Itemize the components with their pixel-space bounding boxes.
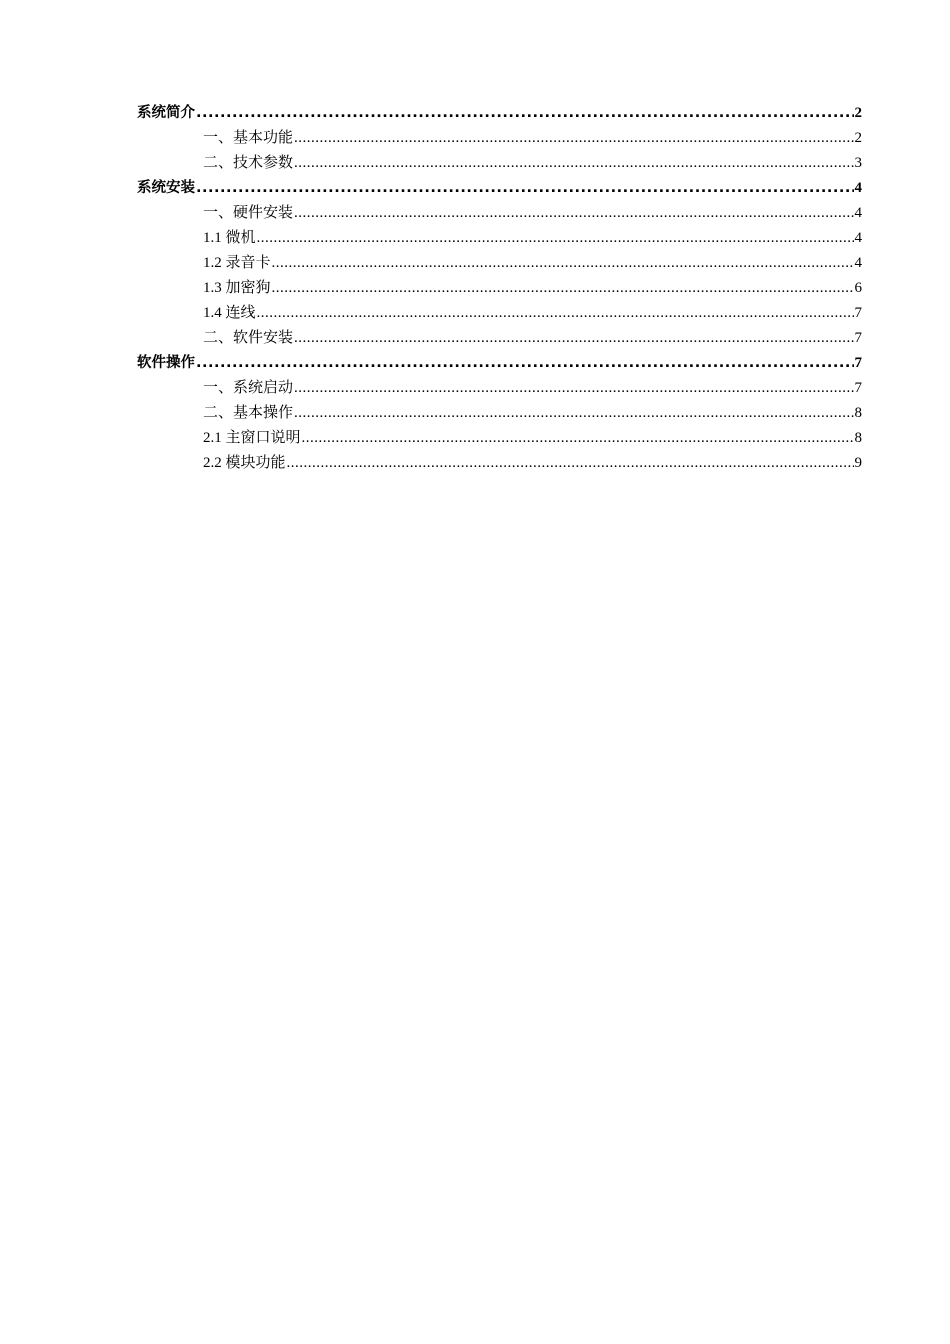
toc-entry-title: 二、基本操作 xyxy=(203,405,294,421)
toc-entry-system-install[interactable] xyxy=(137,176,862,201)
toc-leader-dots xyxy=(196,176,854,201)
toc-leader-dots xyxy=(302,426,854,451)
toc-leader-dots xyxy=(257,226,854,251)
toc-entry-system-startup[interactable] xyxy=(137,376,862,401)
toc-entry-computer[interactable] xyxy=(137,226,862,251)
toc-entry-page: 6 xyxy=(854,280,862,296)
toc-entry-title: 软件操作 xyxy=(137,355,195,371)
toc-leader-dots xyxy=(272,276,854,301)
toc-leader-dots xyxy=(294,201,853,226)
toc-entry-title: 1.3 加密狗 xyxy=(203,280,271,296)
toc-entry-title: 二、技术参数 xyxy=(203,155,294,171)
toc-entry-title: 系统简介 xyxy=(137,105,195,121)
toc-entry-title: 二、软件安装 xyxy=(203,330,294,346)
toc-entry-dongle[interactable] xyxy=(137,276,862,301)
toc-leader-dots xyxy=(294,401,853,426)
toc-entry-page: 4 xyxy=(854,230,862,246)
toc-entry-title: 一、基本功能 xyxy=(203,130,294,146)
toc-entry-title: 2.2 模块功能 xyxy=(203,455,286,471)
toc-leader-dots xyxy=(294,126,853,151)
table-of-contents xyxy=(137,101,862,476)
toc-entry-recording-card[interactable] xyxy=(137,251,862,276)
toc-entry-page: 4 xyxy=(854,180,862,196)
toc-entry-basic-operation[interactable] xyxy=(137,401,862,426)
toc-entry-system-intro[interactable] xyxy=(137,101,862,126)
toc-entry-title: 1.4 连线 xyxy=(203,305,256,321)
toc-leader-dots xyxy=(294,326,853,351)
toc-leader-dots xyxy=(294,376,853,401)
toc-entry-page: 4 xyxy=(854,205,862,221)
toc-entry-page: 8 xyxy=(854,430,862,446)
toc-entry-hardware-install[interactable] xyxy=(137,201,862,226)
toc-entry-page: 7 xyxy=(854,355,862,371)
toc-entry-title: 一、硬件安装 xyxy=(203,205,294,221)
toc-entry-page: 2 xyxy=(854,105,862,121)
toc-entry-software-install[interactable] xyxy=(137,326,862,351)
toc-entry-title: 一、系统启动 xyxy=(203,380,294,396)
toc-entry-title: 1.2 录音卡 xyxy=(203,255,271,271)
toc-leader-dots xyxy=(272,251,854,276)
toc-entry-page: 2 xyxy=(854,130,862,146)
toc-entry-wiring[interactable] xyxy=(137,301,862,326)
toc-entry-page: 9 xyxy=(854,455,862,471)
toc-leader-dots xyxy=(196,351,854,376)
toc-entry-basic-functions[interactable] xyxy=(137,126,862,151)
toc-entry-page: 8 xyxy=(854,405,862,421)
toc-entry-page: 7 xyxy=(854,380,862,396)
toc-entry-title: 1.1 微机 xyxy=(203,230,256,246)
toc-entry-module-functions[interactable] xyxy=(137,451,862,476)
toc-entry-title: 2.1 主窗口说明 xyxy=(203,430,301,446)
toc-entry-page: 7 xyxy=(854,305,862,321)
toc-entry-page: 4 xyxy=(854,255,862,271)
toc-entry-software-operation[interactable] xyxy=(137,351,862,376)
toc-leader-dots xyxy=(294,151,853,176)
toc-entry-page: 3 xyxy=(854,155,862,171)
toc-leader-dots xyxy=(257,301,854,326)
toc-leader-dots xyxy=(196,101,854,126)
toc-leader-dots xyxy=(287,451,854,476)
toc-entry-page: 7 xyxy=(854,330,862,346)
toc-entry-tech-params[interactable] xyxy=(137,151,862,176)
toc-entry-title: 系统安装 xyxy=(137,180,195,196)
toc-entry-main-window[interactable] xyxy=(137,426,862,451)
